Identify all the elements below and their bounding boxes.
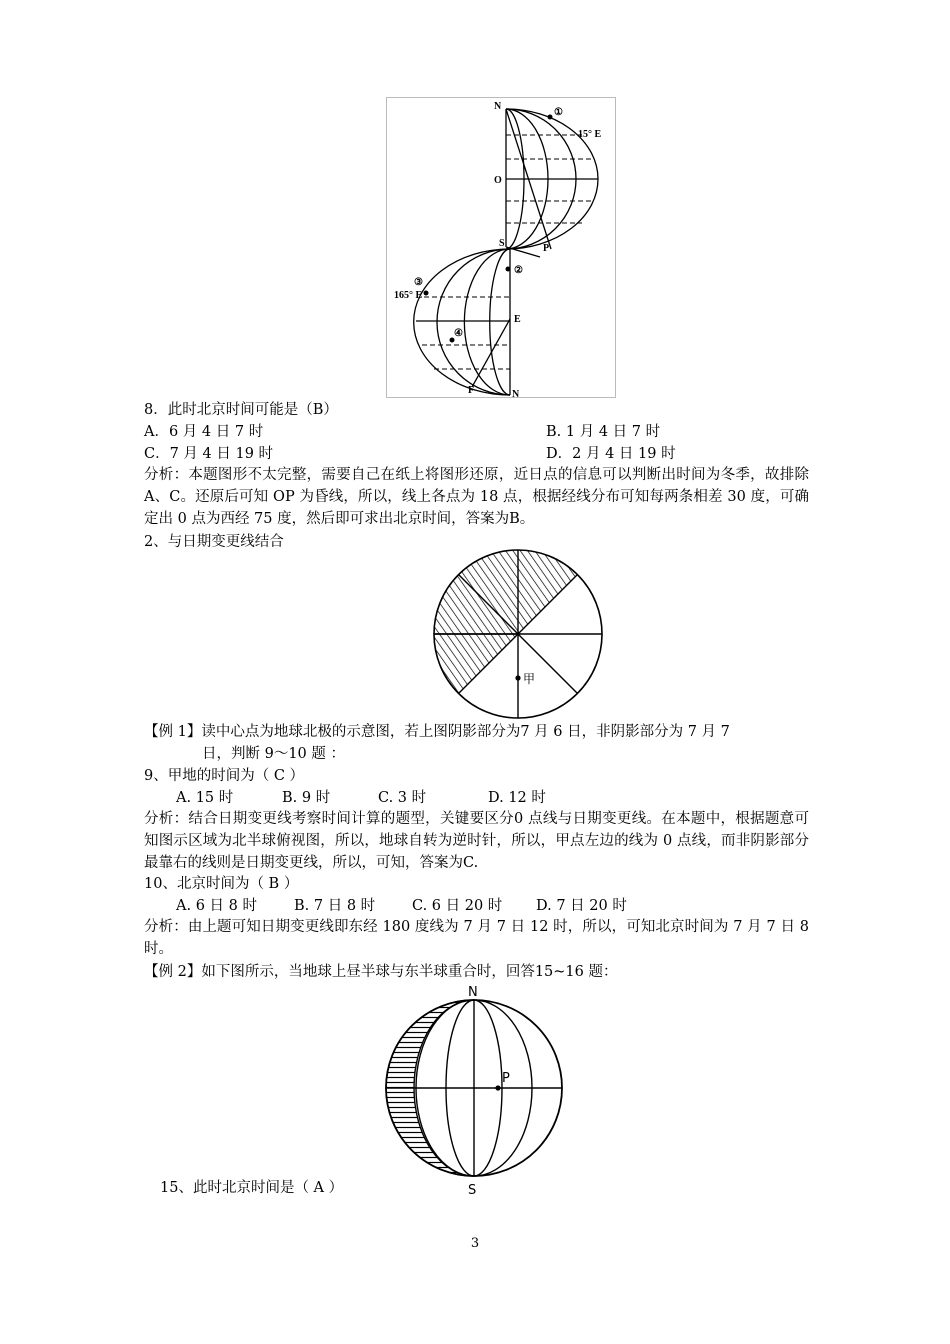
page-number: 3	[470, 1236, 480, 1251]
fig1-label-pt1: ①	[554, 107, 563, 118]
fig1-label-165e: 165° E	[394, 290, 423, 301]
fig1-label-o: O	[494, 175, 502, 186]
q10-option-a: A. 6 日 8 时	[176, 898, 257, 914]
fig1-label-n-top: N	[494, 101, 502, 112]
q15-stem: 15、此时北京时间是（ A ）	[160, 1180, 344, 1196]
q10-option-b: B. 7 日 8 时	[294, 898, 376, 914]
q8-analysis: 分析：本题图形不太完整，需要自己在纸上将图形还原，近日点的信息可以判断出时间为冬季，故排除 A、C。还原后可知 OP 为昏线，所以，线上各点为 18 点，根据经线分布可知每两条相差 30 度，可确定出 0 点为西经 75 度，然后即可求出北京时间，答案为B。	[144, 467, 809, 527]
fig2-label-jia: 甲	[523, 672, 536, 686]
q9-analysis: 分析：结合日期变更线考察时间计算的题型，关键要区分0 点线与日期变更线。在本题中，根据题意可知图示区域为北半球俯视图，所以，地球自转为逆时针，所以，甲点左边的线为 0 点线，而非阴影部分最靠右的线则是日期变更线，所以，可知，答案为C.	[144, 811, 809, 871]
fig1-label-pt4: ④	[454, 328, 463, 339]
example-1-line-1: 【例 1】读中心点为地球北极的示意图，若上图阴影部分为7 月 6 日，非阴影部分为 7 月 7	[144, 724, 730, 740]
q8-stem: 8．此时北京时间可能是（B）	[144, 402, 338, 418]
q9-option-b: B. 9 时	[282, 790, 331, 806]
q10-stem: 10、北京时间为（ B ）	[144, 876, 299, 892]
q10-analysis: 分析：由上题可知日期变更线即东经 180 度线为 7 月 7 日 12 时，所以，可知北京时间为 7 月 7 日 8 时。	[144, 919, 809, 957]
section-2-heading: 2、与日期变更线结合	[144, 534, 284, 550]
q9-option-d: D. 12 时	[488, 790, 546, 806]
q8-option-a: A．6 月 4 日 7 时	[144, 424, 264, 440]
fig1-label-n-bottom: N	[512, 389, 520, 399]
q8-option-d: D．2 月 4 日 19 时	[546, 446, 676, 462]
fig1-label-s: S	[499, 238, 505, 249]
example-2-line: 【例 2】如下图所示，当地球上昼半球与东半球重合时，回答15~16 题：	[144, 964, 618, 980]
q10-option-c: C. 6 日 20 时	[412, 898, 503, 914]
fig3-label-s: S	[468, 1183, 477, 1198]
q8-option-b: B. 1 月 4 日 7 时	[546, 424, 661, 440]
figure-illumination-diagram	[386, 97, 618, 399]
fig3-label-n: N	[468, 985, 478, 1000]
q8-option-c: C．7 月 4 日 19 时	[144, 446, 274, 462]
fig1-label-p: P	[543, 243, 550, 254]
fig1-label-pt3: ③	[414, 277, 423, 288]
figure-globe-day-night	[380, 980, 570, 1200]
fig3-label-p: P	[502, 1071, 510, 1086]
fig1-label-f: F	[468, 385, 475, 396]
fig1-label-pt2: ②	[514, 265, 523, 276]
example-1-line-2: 日，判断 9～10 题 ：	[202, 746, 346, 762]
q9-option-a: A. 15 时	[176, 790, 234, 806]
fig1-label-e: E	[514, 314, 521, 325]
q9-option-c: C. 3 时	[378, 790, 427, 806]
fig1-label-15e: 15° E	[578, 129, 602, 140]
q9-stem: 9、甲地的时间为（ C ）	[144, 768, 305, 784]
figure-polar-view	[430, 548, 606, 720]
q10-option-d: D. 7 日 20 时	[536, 898, 627, 914]
